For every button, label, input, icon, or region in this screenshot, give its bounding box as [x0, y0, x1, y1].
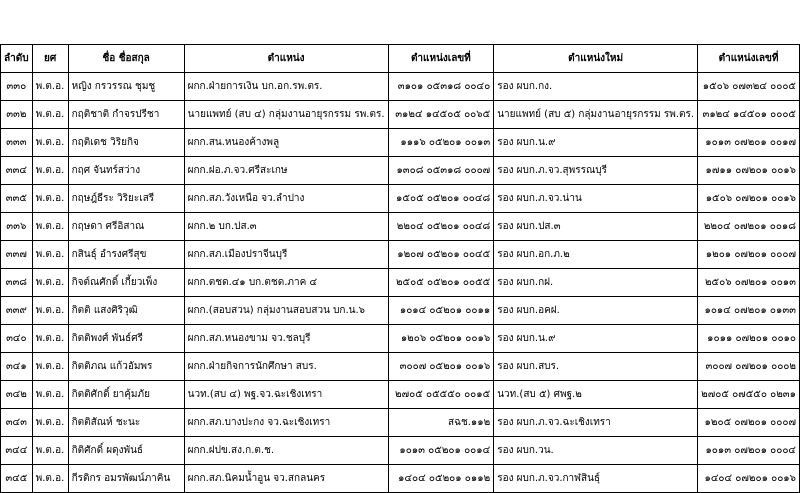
- cell-rank: พ.ต.อ.: [32, 409, 68, 437]
- cell-index: ๓๔๐: [1, 325, 33, 353]
- cell-new-position: รอง ผบก.ปส.๓: [494, 213, 698, 241]
- table-row: [1, 325, 800, 353]
- table-row: [1, 101, 800, 129]
- cell-new-position-number: ๑๒๐๕ ๐๗๒๐๑ ๐๐๐๗: [698, 409, 800, 437]
- cell-name: กิตติพงศ์ พันธ์ศรี: [68, 325, 184, 353]
- table-row: [1, 269, 800, 297]
- cell-rank: พ.ต.อ.: [32, 269, 68, 297]
- cell-position: ผกก.สภ.หนองขาม จว.ชลบุรี: [184, 325, 388, 353]
- cell-name: กสินธุ์ อำรงศรีสุข: [68, 241, 184, 269]
- cell-position: นวท.(สบ ๔) พฐ.จว.ฉะเชิงเทรา: [184, 381, 388, 409]
- header-position: ตำแหน่ง: [184, 45, 388, 73]
- cell-position: นายแพทย์ (สบ ๔) กลุ่มงานอายุรกรรม รพ.ตร.: [184, 101, 388, 129]
- cell-position-number: ๑๕๐๕ ๐๕๒๐๑ ๐๐๔๘: [388, 185, 494, 213]
- cell-position-number: สฉช.๑๑๒: [388, 409, 494, 437]
- cell-index: ๓๓๕: [1, 185, 33, 213]
- table-row: [1, 241, 800, 269]
- cell-index: ๓๓๖: [1, 213, 33, 241]
- cell-new-position-number: ๑๕๐๖ ๐๗๒๐๑ ๐๐๑๖: [698, 185, 800, 213]
- cell-name: กฤษฎ์ธีระ วิริยะเสรี: [68, 185, 184, 213]
- cell-new-position: รอง ผบก.อคฝ.: [494, 297, 698, 325]
- header-position-number: ตำแหน่งเลขที่: [388, 45, 494, 73]
- cell-new-position: รอง ผบก.น.๙: [494, 325, 698, 353]
- personnel-table: [0, 44, 800, 493]
- cell-rank: พ.ต.อ.: [32, 129, 68, 157]
- cell-new-position: รอง ผบก.ภ.จว.น่าน: [494, 185, 698, 213]
- table-row: [1, 213, 800, 241]
- cell-position: ผกก.ตชด.๔๑ บก.ตชด.ภาค ๔: [184, 269, 388, 297]
- table-row: [1, 465, 800, 493]
- cell-name: กฤศ จันทร์สว่าง: [68, 157, 184, 185]
- cell-new-position: รอง ผบก.กฝ.: [494, 269, 698, 297]
- cell-position-number: ๑๔๐๔ ๐๕๒๐๑ ๐๑๑๒: [388, 465, 494, 493]
- table-row: [1, 297, 800, 325]
- cell-position-number: ๑๑๑๖ ๐๕๒๐๑ ๐๐๑๓: [388, 129, 494, 157]
- cell-new-position-number: ๑๐๑๓ ๐๗๒๐๑ ๐๐๐๔: [698, 437, 800, 465]
- table-row: [1, 157, 800, 185]
- cell-name: กิตติศักดิ์ ยาคุ้มภัย: [68, 381, 184, 409]
- cell-index: ๓๓๙: [1, 297, 33, 325]
- cell-position-number: ๓๑๒๔ ๑๔๕๐๕ ๐๐๖๕: [388, 101, 494, 129]
- header-name: ชื่อ ชื่อสกุล: [68, 45, 184, 73]
- cell-name: หญิง กรวรรณ ชุมชู: [68, 73, 184, 101]
- cell-position: ผกก.สภ.วังเหนือ จว.ลำปาง: [184, 185, 388, 213]
- cell-index: ๓๔๑: [1, 353, 33, 381]
- cell-rank: พ.ต.อ.: [32, 325, 68, 353]
- cell-new-position-number: ๑๐๑๓ ๐๗๒๐๑ ๐๐๑๗: [698, 129, 800, 157]
- cell-name: กิติศักดิ์ ผดุงพันธ์: [68, 437, 184, 465]
- cell-name: กฤติชาติ กำจรปรีชา: [68, 101, 184, 129]
- cell-position-number: ๓๑๐๑ ๐๕๓๑๘ ๐๐๔๐: [388, 73, 494, 101]
- table-row: [1, 129, 800, 157]
- cell-index: ๓๓๐: [1, 73, 33, 101]
- cell-position: ผกก.ฝปข.สง.ก.ต.ช.: [184, 437, 388, 465]
- cell-position: ผกก.ฝ่ายการเงิน บก.อก.รพ.ตร.: [184, 73, 388, 101]
- cell-new-position-number: ๒๗๐๕ ๐๗๕๕๐ ๐๒๓๑: [698, 381, 800, 409]
- cell-name: กฤติเดช วิริยกิจ: [68, 129, 184, 157]
- cell-rank: พ.ต.อ.: [32, 465, 68, 493]
- header-index: ลำดับ: [1, 45, 33, 73]
- cell-new-position: นวท.(สบ ๕) ศพฐ.๒: [494, 381, 698, 409]
- cell-new-position-number: ๒๕๐๖ ๐๗๒๐๑ ๐๐๑๓: [698, 269, 800, 297]
- cell-name: กฤษดา ศรีอิสาณ: [68, 213, 184, 241]
- cell-new-position: รอง ผบก.ภ.จว.สุพรรณบุรี: [494, 157, 698, 185]
- cell-position-number: ๑๐๑๔ ๐๕๒๐๑ ๐๐๑๑: [388, 297, 494, 325]
- cell-new-position-number: ๑๐๑๑ ๐๗๒๐๑ ๐๐๑๐: [698, 325, 800, 353]
- cell-name: กิตติ แสงศิริวุฒิ: [68, 297, 184, 325]
- cell-index: ๓๔๕: [1, 465, 33, 493]
- cell-rank: พ.ต.อ.: [32, 101, 68, 129]
- cell-position-number: ๑๒๐๖ ๐๕๒๐๑ ๐๐๑๖: [388, 325, 494, 353]
- cell-new-position: รอง ผบก.น.๙: [494, 129, 698, 157]
- cell-new-position: รอง ผบก.วน.: [494, 437, 698, 465]
- table-row: [1, 409, 800, 437]
- cell-position: ผกก.สน.หนองค้างพลู: [184, 129, 388, 157]
- cell-position: ผกก.๒ บก.ปส.๓: [184, 213, 388, 241]
- cell-new-position-number: ๑๔๐๔ ๐๗๒๐๑ ๐๐๑๖: [698, 465, 800, 493]
- cell-position: ผกก.สภ.บางปะกง จว.ฉะเชิงเทรา: [184, 409, 388, 437]
- cell-position: ผกก.ฝ่ายกิจการนักศึกษา สบร.: [184, 353, 388, 381]
- cell-name: กิตติภณ แก้วอัมพร: [68, 353, 184, 381]
- cell-index: ๓๓๓: [1, 129, 33, 157]
- cell-name: กิตติสัณห์ ชะนะ: [68, 409, 184, 437]
- cell-position: ผกก.สภ.นิคมน้ำอูน จว.สกลนคร: [184, 465, 388, 493]
- table-row: [1, 353, 800, 381]
- table-row: [1, 73, 800, 101]
- cell-rank: พ.ต.อ.: [32, 213, 68, 241]
- cell-position-number: ๑๓๐๘ ๐๕๓๑๘ ๐๐๐๗: [388, 157, 494, 185]
- cell-position-number: ๓๐๐๗ ๐๕๒๐๑ ๐๐๑๖: [388, 353, 494, 381]
- table-row: [1, 185, 800, 213]
- cell-new-position: รอง ผบก.สบร.: [494, 353, 698, 381]
- cell-new-position-number: ๒๒๐๔ ๐๗๒๐๑ ๐๐๑๘: [698, 213, 800, 241]
- document-sheet: [0, 44, 800, 493]
- header-new-position-number: ตำแหน่งเลขที่: [698, 45, 800, 73]
- cell-new-position-number: ๑๕๐๖ ๐๗๓๒๔ ๐๐๐๕: [698, 73, 800, 101]
- table-row: [1, 437, 800, 465]
- cell-new-position-number: ๓๑๒๔ ๑๔๕๐๑ ๐๐๐๕: [698, 101, 800, 129]
- cell-rank: พ.ต.อ.: [32, 73, 68, 101]
- cell-position-number: ๑๒๐๗ ๐๕๒๐๑ ๐๐๔๕: [388, 241, 494, 269]
- cell-new-position: รอง ผบก.กง.: [494, 73, 698, 101]
- cell-rank: พ.ต.อ.: [32, 157, 68, 185]
- cell-index: ๓๔๓: [1, 409, 33, 437]
- cell-rank: พ.ต.อ.: [32, 241, 68, 269]
- cell-rank: พ.ต.อ.: [32, 297, 68, 325]
- cell-index: ๓๓๔: [1, 157, 33, 185]
- cell-new-position-number: ๑๒๐๑ ๐๗๒๐๑ ๐๐๐๗: [698, 241, 800, 269]
- cell-new-position: รอง ผบก.ภ.จว.กาฬสินธุ์: [494, 465, 698, 493]
- cell-position-number: ๒๕๐๕ ๐๕๒๐๑ ๐๐๕๕: [388, 269, 494, 297]
- cell-rank: พ.ต.อ.: [32, 437, 68, 465]
- cell-index: ๓๔๒: [1, 381, 33, 409]
- table-row: [1, 381, 800, 409]
- header-new-position: ตำแหน่งใหม่: [494, 45, 698, 73]
- cell-index: ๓๔๔: [1, 437, 33, 465]
- cell-new-position: รอง ผบก.อก.ภ.๒: [494, 241, 698, 269]
- header-rank: ยศ: [32, 45, 68, 73]
- cell-position: ผกก.ฝอ.ภ.จว.ศรีสะเกษ: [184, 157, 388, 185]
- cell-index: ๓๓๘: [1, 269, 33, 297]
- cell-name: กิจต์ณศักดิ์ เกี้ยวเพ็ง: [68, 269, 184, 297]
- table-header-row: [1, 45, 800, 73]
- cell-position-number: ๒๗๐๕ ๐๕๕๕๐ ๐๐๑๕: [388, 381, 494, 409]
- cell-new-position: รอง ผบก.ภ.จว.ฉะเชิงเทรา: [494, 409, 698, 437]
- cell-index: ๓๓๗: [1, 241, 33, 269]
- cell-new-position-number: ๑๐๑๔ ๐๗๒๐๑ ๐๑๓๓: [698, 297, 800, 325]
- cell-position: ผกก.(สอบสวน) กลุ่มงานสอบสวน บก.น.๖: [184, 297, 388, 325]
- cell-rank: พ.ต.อ.: [32, 185, 68, 213]
- cell-new-position-number: ๓๐๐๗ ๐๗๒๐๑ ๐๐๐๒: [698, 353, 800, 381]
- cell-name: กีรติกร อมรพัฒน์ภาคิน: [68, 465, 184, 493]
- cell-index: ๓๓๒: [1, 101, 33, 129]
- cell-rank: พ.ต.อ.: [32, 381, 68, 409]
- cell-position: ผกก.สภ.เมืองปราจีนบุรี: [184, 241, 388, 269]
- cell-position-number: ๑๐๑๓ ๐๕๒๐๑ ๐๐๑๔: [388, 437, 494, 465]
- cell-new-position-number: ๑๗๑๑ ๐๗๒๐๑ ๐๐๑๖: [698, 157, 800, 185]
- cell-new-position: นายแพทย์ (สบ ๕) กลุ่มงานอายุรกรรม รพ.ตร.: [494, 101, 698, 129]
- cell-position-number: ๒๒๐๔ ๐๕๒๐๑ ๐๐๔๘: [388, 213, 494, 241]
- cell-rank: พ.ต.อ.: [32, 353, 68, 381]
